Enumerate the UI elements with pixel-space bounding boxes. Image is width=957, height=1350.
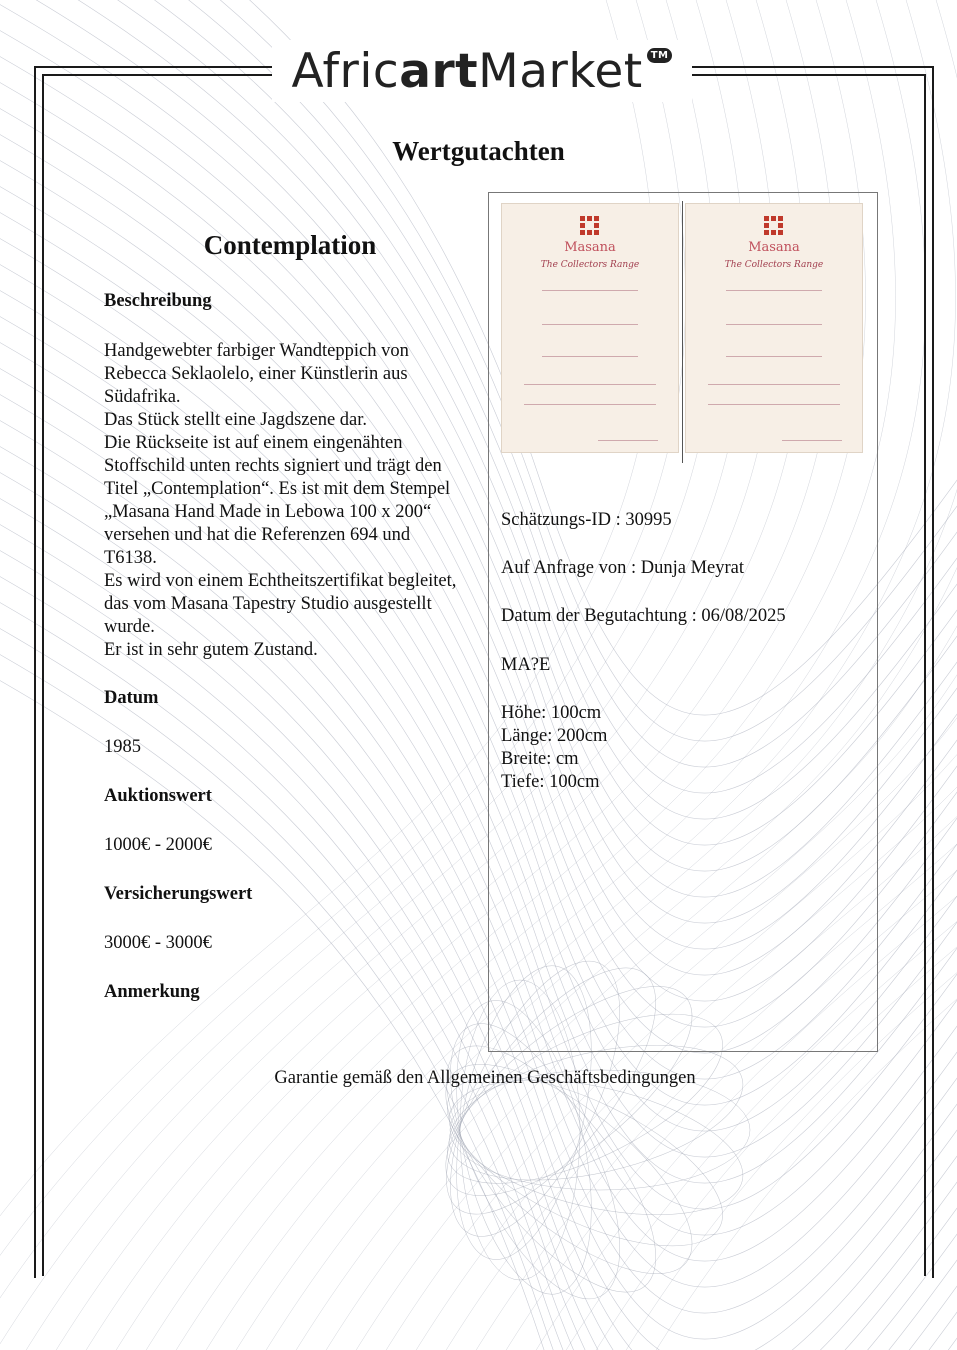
description-line: wurde. xyxy=(104,617,155,637)
appraisal-date: Datum der Begutachtung : 06/08/2025 xyxy=(501,606,786,626)
date-value: 1985 xyxy=(104,737,141,757)
depth-value: Tiefe: 100cm xyxy=(501,772,600,792)
insurance-value: 3000€ - 3000€ xyxy=(104,933,212,953)
description-text xyxy=(104,340,484,662)
details-panel xyxy=(488,192,878,1052)
logo-text-b: Market xyxy=(478,43,643,99)
width-value: Breite: cm xyxy=(501,749,579,769)
auction-value-label: Auktionswert xyxy=(104,786,212,806)
description-line: Titel „Contemplation“. Es ist mit dem Stempel xyxy=(104,479,451,499)
logo-text-a: Afric xyxy=(291,43,400,99)
estimate-id: Schätzungs-ID : 30995 xyxy=(501,510,672,530)
requested-by: Auf Anfrage von : Dunja Meyrat xyxy=(501,558,745,578)
certificate-photo xyxy=(489,193,877,493)
description-label: Beschreibung xyxy=(104,291,212,311)
certificate-brand: Masana xyxy=(564,240,616,255)
footer-guarantee: Garantie gemäß den Allgemeinen Geschäftsbedingungen xyxy=(274,1068,696,1088)
certificate-image-right xyxy=(685,203,863,453)
logo-text-bold: art xyxy=(399,43,479,99)
description-line: Südafrika. xyxy=(104,387,181,407)
measures-label: MA?E xyxy=(501,655,551,675)
description-line: Die Rückseite ist auf einem eingenähten xyxy=(104,433,403,453)
masana-logo-icon xyxy=(764,216,784,236)
certificate-brand: Masana xyxy=(748,240,800,255)
description-line: versehen und hat die Referenzen 694 und xyxy=(104,525,411,545)
length-value: Länge: 200cm xyxy=(501,726,608,746)
photo-divider xyxy=(682,201,683,463)
description-line: Es wird von einem Echtheitszertifikat begleitet, xyxy=(104,571,457,591)
height-value: Höhe: 100cm xyxy=(501,703,602,723)
description-line: Handgewebter farbiger Wandteppich von xyxy=(104,341,409,361)
certificate-subtitle: The Collectors Range xyxy=(540,260,640,270)
masana-logo-icon xyxy=(580,216,600,236)
left-column xyxy=(104,290,484,1004)
date-label: Datum xyxy=(104,688,159,708)
object-title: Contemplation xyxy=(203,230,377,260)
description-line: „Masana Hand Made in Lebowa 100 x 200“ xyxy=(104,502,432,522)
description-line: Er ist in sehr gutem Zustand. xyxy=(104,640,318,660)
description-line: Das Stück stellt eine Jagdszene dar. xyxy=(104,410,368,430)
insurance-value-label: Versicherungswert xyxy=(104,884,253,904)
certificate-image-left xyxy=(501,203,679,453)
description-line: Rebecca Seklaolelo, einer Künstlerin aus xyxy=(104,364,408,384)
description-line: T6138. xyxy=(104,548,157,568)
trademark-badge: TM xyxy=(647,48,673,63)
document-title: Wertgutachten xyxy=(392,136,565,166)
certificate-subtitle: The Collectors Range xyxy=(724,260,824,270)
auction-value: 1000€ - 2000€ xyxy=(104,835,212,855)
description-line: Stoffschild unten rechts signiert und trägt den xyxy=(104,456,442,476)
remark-label: Anmerkung xyxy=(104,982,200,1002)
description-line: das vom Masana Tapestry Studio ausgestellt xyxy=(104,594,432,614)
brand-logo xyxy=(272,40,692,102)
